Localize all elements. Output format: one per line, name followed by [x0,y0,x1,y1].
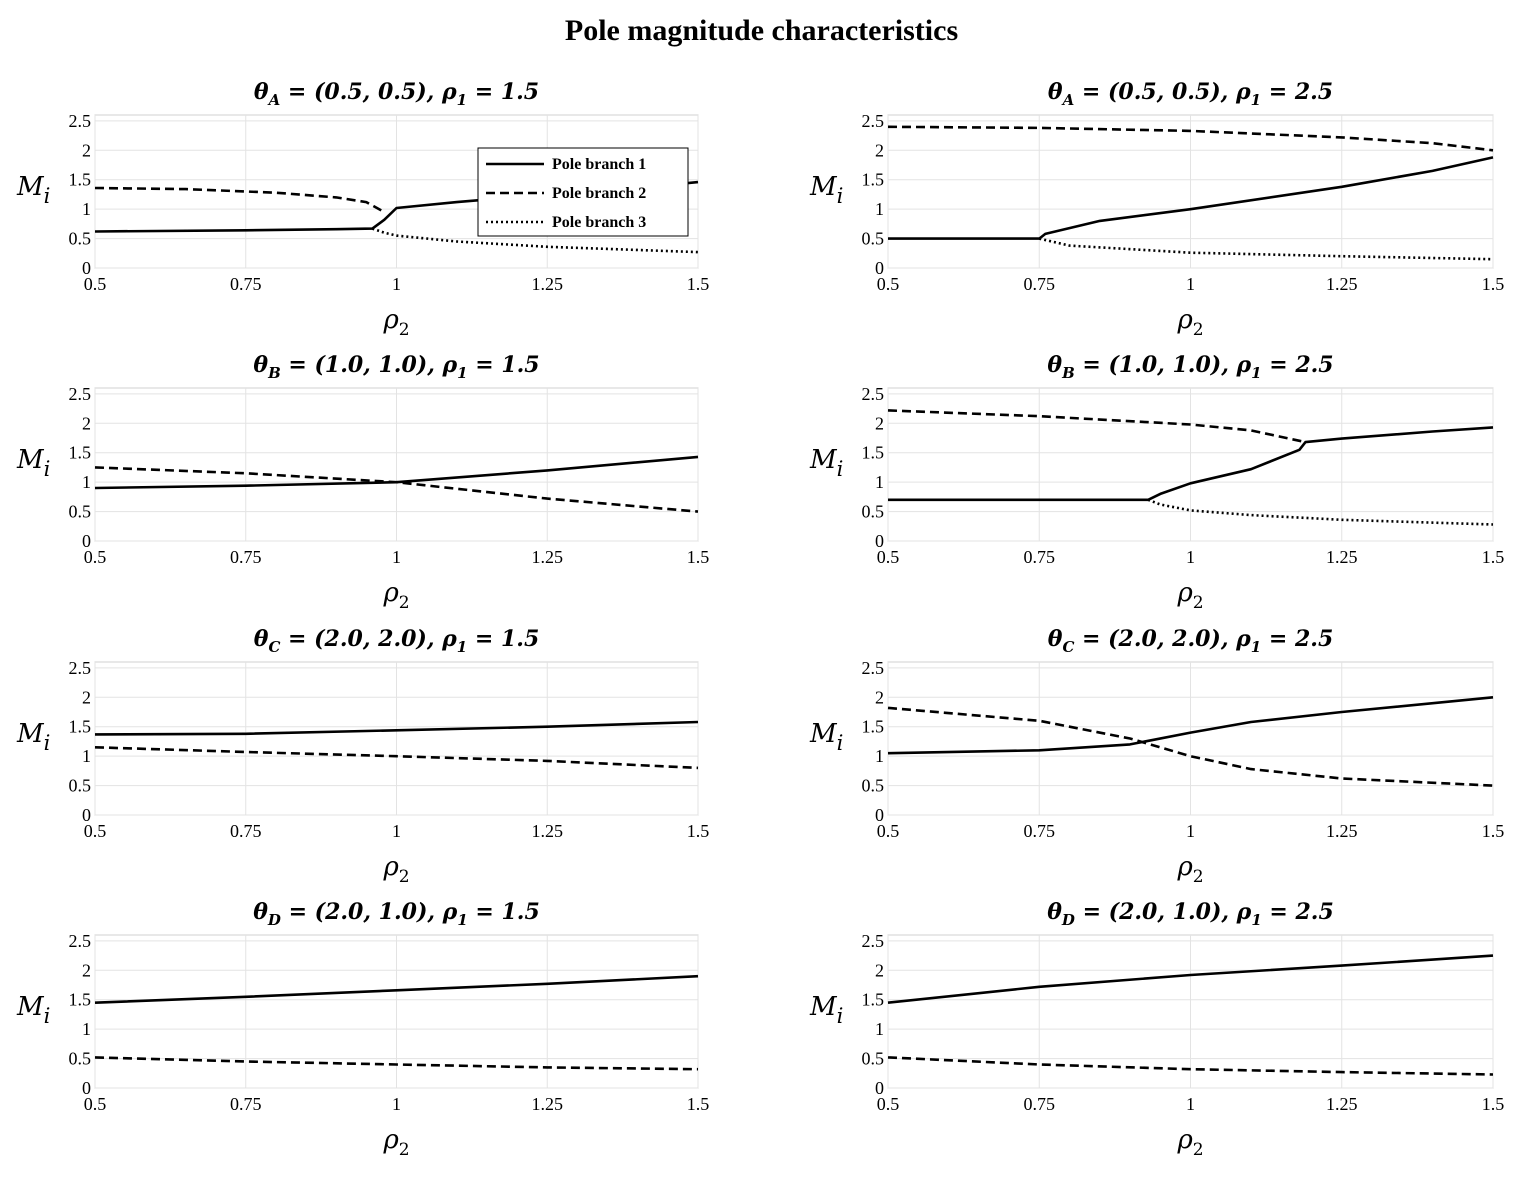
y-tick-label: 0 [82,1078,91,1098]
y-tick-label: 0.5 [68,501,91,522]
y-axis-label: $M_i$ [17,992,51,1028]
y-tick-label: 2.5 [68,930,91,951]
x-tick-label: 1 [392,547,401,567]
x-tick-label: 0.5 [876,1094,900,1114]
y-tick-label: 2 [82,140,91,161]
y-tick-label: 0 [82,531,91,551]
x-tick-label: 0.75 [1023,547,1055,567]
x-tick-label: 1.25 [1326,1094,1358,1114]
chart-panel-7 [16,899,709,1160]
x-tick-label: 1.5 [1481,547,1505,567]
x-tick-label: 1.5 [686,821,710,841]
legend-entry-1: Pole branch 1 [552,156,647,173]
y-tick-label: 1 [82,1019,91,1040]
x-tick-label: 0.5 [876,274,900,294]
y-tick-label: 0 [875,805,884,825]
panel-title: $\theta_A = (0.5$, 0.5), $\rho_1 = 1.5$ [253,79,540,109]
x-tick-label: 1.25 [531,1094,563,1114]
x-tick-label: 0.5 [876,547,900,567]
y-tick-label: 0 [82,805,91,825]
y-tick-label: 0.5 [861,501,884,522]
x-tick-label: 0.5 [83,1094,107,1114]
x-tick-label: 1.25 [1326,547,1358,567]
y-tick-label: 0 [875,1078,884,1098]
y-tick-label: 2.5 [861,110,884,131]
y-tick-label: 2.5 [68,383,91,404]
x-tick-label: 1 [1186,1094,1195,1114]
x-tick-label: 1 [1186,274,1195,294]
y-tick-label: 2.5 [861,930,884,951]
x-tick-label: 0.5 [83,274,107,294]
x-tick-label: 1 [392,1094,401,1114]
x-tick-label: 1.5 [686,274,710,294]
y-tick-label: 2 [875,140,884,161]
chart-panel-1 [16,79,709,340]
y-tick-label: 2.5 [861,657,884,678]
x-tick-label: 0.75 [230,821,262,841]
x-tick-label: 1 [392,821,401,841]
x-tick-label: 0.75 [1023,1094,1055,1114]
y-tick-label: 2 [82,687,91,708]
x-axis-label: $\rho_2$ [1177,852,1204,887]
panel-title: $\theta_A = (0.5$, 0.5), $\rho_1 = 2.5$ [1047,79,1334,109]
x-tick-label: 0.75 [230,547,262,567]
x-tick-label: 1.25 [1326,274,1358,294]
y-axis-label: $M_i$ [810,172,844,208]
y-tick-label: 0 [875,258,884,278]
x-tick-label: 0.5 [83,547,107,567]
y-tick-label: 1 [82,472,91,493]
x-tick-label: 0.75 [230,274,262,294]
y-axis-label: $M_i$ [810,992,844,1028]
x-axis-label: $\rho_2$ [1177,305,1204,340]
chart-panel-5 [16,626,709,887]
y-tick-label: 2 [82,413,91,434]
y-tick-label: 1 [82,199,91,220]
y-tick-label: 1 [82,746,91,767]
y-tick-label: 1.5 [68,989,91,1010]
x-tick-label: 1 [392,274,401,294]
legend-entry-2: Pole branch 2 [552,185,647,202]
figure-title: Pole magnitude characteristics [564,14,959,47]
y-tick-label: 2 [875,960,884,981]
x-tick-label: 1.5 [686,1094,710,1114]
y-tick-label: 1 [875,472,884,493]
x-axis-label: $\rho_2$ [383,305,410,340]
y-axis-label: $M_i$ [17,719,51,755]
y-tick-label: 1.5 [68,169,91,190]
y-axis-label: $M_i$ [17,172,51,208]
y-tick-label: 0.5 [861,1048,884,1069]
y-tick-label: 2 [82,960,91,981]
x-tick-label: 1.5 [1481,274,1505,294]
y-tick-label: 0.5 [68,775,91,796]
x-tick-label: 1.5 [686,547,710,567]
x-tick-label: 0.75 [230,1094,262,1114]
y-axis-label: $M_i$ [810,445,844,481]
x-tick-label: 0.75 [1023,821,1055,841]
chart-panel-8 [809,899,1504,1160]
legend-entry-3: Pole branch 3 [552,214,647,231]
y-tick-label: 0.5 [861,228,884,249]
chart-panel-3 [16,352,709,613]
y-tick-label: 2 [875,413,884,434]
y-tick-label: 1.5 [861,989,884,1010]
x-tick-label: 0.5 [83,821,107,841]
chart-panel-4 [809,352,1504,613]
y-tick-label: 1 [875,746,884,767]
legend [478,148,688,236]
chart-panel-2 [809,79,1504,340]
x-tick-label: 0.75 [1023,274,1055,294]
panel-title: $\theta_C = (2.0$, 2.0), $\rho_1 = 1.5$ [253,626,540,656]
panel-title: $\theta_B = (1.0$, 1.0), $\rho_1 = 1.5$ [253,352,540,382]
x-tick-label: 1.5 [1481,1094,1505,1114]
x-tick-label: 1.25 [531,821,563,841]
y-tick-label: 2.5 [861,383,884,404]
y-tick-label: 1.5 [68,716,91,737]
y-tick-label: 0.5 [68,228,91,249]
x-axis-label: $\rho_2$ [1177,578,1204,613]
y-tick-label: 1 [875,1019,884,1040]
y-tick-label: 0.5 [861,775,884,796]
x-axis-label: $\rho_2$ [383,852,410,887]
y-tick-label: 2 [875,687,884,708]
y-tick-label: 0.5 [68,1048,91,1069]
panel-title: $\theta_D = (2.0$, 1.0), $\rho_1 = 1.5$ [253,899,540,929]
x-tick-label: 1.5 [1481,821,1505,841]
panel-title: $\theta_C = (2.0$, 2.0), $\rho_1 = 2.5$ [1047,626,1334,656]
x-axis-label: $\rho_2$ [383,1125,410,1160]
x-tick-label: 1.25 [531,547,563,567]
x-axis-label: $\rho_2$ [383,578,410,613]
x-tick-label: 1.25 [531,274,563,294]
x-tick-label: 1 [1186,821,1195,841]
chart-panel-6 [809,626,1504,887]
panel-title: $\theta_D = (2.0$, 1.0), $\rho_1 = 2.5$ [1047,899,1334,929]
y-tick-label: 1.5 [861,169,884,190]
y-tick-label: 0 [875,531,884,551]
x-tick-label: 1 [1186,547,1195,567]
y-tick-label: 2.5 [68,657,91,678]
x-tick-label: 0.5 [876,821,900,841]
y-tick-label: 1.5 [861,442,884,463]
y-axis-label: $M_i$ [17,445,51,481]
panel-title: $\theta_B = (1.0$, 1.0), $\rho_1 = 2.5$ [1047,352,1334,382]
y-tick-label: 1 [875,199,884,220]
y-axis-label: $M_i$ [810,719,844,755]
y-tick-label: 1.5 [68,442,91,463]
y-tick-label: 0 [82,258,91,278]
x-axis-label: $\rho_2$ [1177,1125,1204,1160]
y-tick-label: 1.5 [861,716,884,737]
x-tick-label: 1.25 [1326,821,1358,841]
y-tick-label: 2.5 [68,110,91,131]
